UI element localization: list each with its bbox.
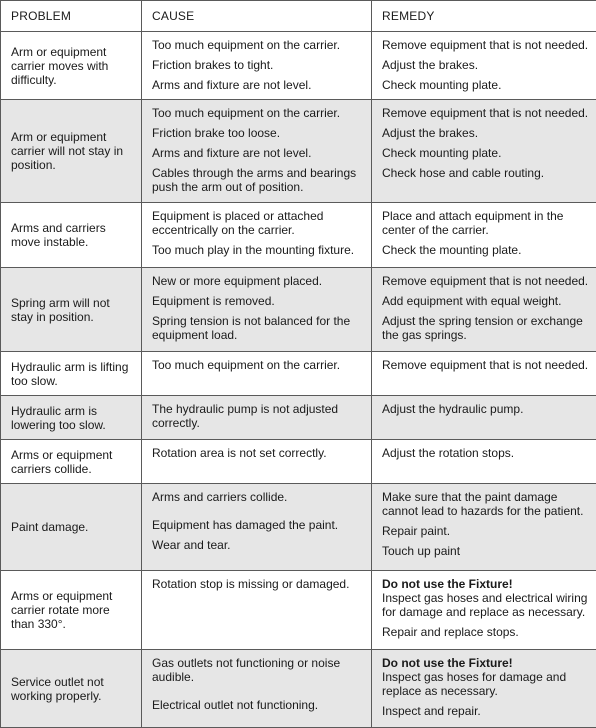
remedy-cell — [372, 100, 596, 203]
cause-cell — [142, 268, 372, 352]
cause-item: Equipment is placed or attached eccentrically on the carrier. — [152, 209, 365, 237]
cause-cell — [142, 32, 372, 100]
cause-item: Electrical outlet not functioning. — [152, 698, 365, 712]
problem-text: Arms and carriers move instable. — [11, 221, 135, 249]
remedy-cell — [372, 650, 596, 728]
cause-item: Friction brake too loose. — [152, 126, 365, 140]
remedy-item: Adjust the spring tension or exchange the gas springs. — [382, 314, 590, 342]
cause-item: Spring tension is not balanced for the equipment load. — [152, 314, 365, 342]
problem-cell — [1, 268, 142, 352]
table-row — [1, 571, 596, 650]
table-row — [1, 440, 596, 484]
remedy-cell — [372, 32, 596, 100]
remedy-item: Inspect and repair. — [382, 704, 590, 718]
remedy-item: Check mounting plate. — [382, 146, 590, 160]
header-row — [1, 1, 596, 32]
problem-cell — [1, 396, 142, 440]
problem-cell — [1, 352, 142, 396]
cause-item: Too much play in the mounting fixture. — [152, 243, 365, 257]
remedy-item: Repair paint. — [382, 524, 590, 538]
cause-cell — [142, 352, 372, 396]
cause-item: Arms and fixture are not level. — [152, 146, 365, 160]
cause-cell — [142, 571, 372, 650]
remedy-cell — [372, 352, 596, 396]
remedy-item: Place and attach equipment in the center of the carrier. — [382, 209, 590, 237]
problem-text: Hydraulic arm is lowering too slow. — [11, 404, 135, 432]
remedy-item: Check the mounting plate. — [382, 243, 590, 257]
cause-cell — [142, 396, 372, 440]
remedy-item: Add equipment with equal weight. — [382, 294, 590, 308]
remedy-cell — [372, 203, 596, 268]
remedy-item: Check hose and cable routing. — [382, 166, 590, 180]
cause-item: Gas outlets not functioning or noise audible. — [152, 656, 365, 684]
remedy-item: Check mounting plate. — [382, 78, 590, 92]
remedy-item: Remove equipment that is not needed. — [382, 106, 590, 120]
cause-item: Arms and fixture are not level. — [152, 78, 365, 92]
table-row — [1, 484, 596, 571]
problem-text: Spring arm will not stay in position. — [11, 296, 135, 324]
problem-cell — [1, 571, 142, 650]
problem-header: PROBLEM — [1, 1, 142, 32]
problem-text: Arms or equipment carrier rotate more than 330°. — [11, 589, 135, 631]
cause-item: Friction brakes to tight. — [152, 58, 365, 72]
remedy-item: Adjust the hydraulic pump. — [382, 402, 590, 416]
problem-text: Paint damage. — [11, 520, 135, 534]
remedy-cell — [372, 484, 596, 571]
problem-cell — [1, 650, 142, 728]
remedy-item: Make sure that the paint damage cannot lead to hazards for the patient. — [382, 490, 590, 518]
cause-cell — [142, 440, 372, 484]
cause-cell — [142, 100, 372, 203]
cause-item: Rotation area is not set correctly. — [152, 446, 365, 460]
problem-cell — [1, 203, 142, 268]
remedy-item: Remove equipment that is not needed. — [382, 358, 590, 372]
table-row — [1, 352, 596, 396]
cause-item: New or more equipment placed. — [152, 274, 365, 288]
problem-cell — [1, 100, 142, 203]
warning-text: Do not use the Fixture! — [382, 577, 590, 591]
remedy-item: Remove equipment that is not needed. — [382, 38, 590, 52]
remedy-item: Adjust the brakes. — [382, 126, 590, 140]
cause-header: CAUSE — [142, 1, 372, 32]
cause-cell — [142, 650, 372, 728]
remedy-item: Touch up paint — [382, 544, 590, 558]
problem-cell — [1, 440, 142, 484]
warning-text: Do not use the Fixture! — [382, 656, 590, 670]
cause-item: Equipment has damaged the paint. — [152, 518, 365, 532]
cause-item: Too much equipment on the carrier. — [152, 358, 365, 372]
problem-cell — [1, 484, 142, 571]
remedy-header: REMEDY — [372, 1, 596, 32]
remedy-item: Repair and replace stops. — [382, 625, 590, 639]
problem-text: Hydraulic arm is lifting too slow. — [11, 360, 135, 388]
remedy-cell — [372, 571, 596, 650]
problem-text: Service outlet not working properly. — [11, 675, 135, 703]
problem-text: Arm or equipment carrier will not stay in position. — [11, 130, 135, 172]
remedy-item: Remove equipment that is not needed. — [382, 274, 590, 288]
problem-cell — [1, 32, 142, 100]
cause-item: Equipment is removed. — [152, 294, 365, 308]
remedy-cell — [372, 440, 596, 484]
remedy-cell — [372, 268, 596, 352]
cause-cell — [142, 203, 372, 268]
remedy-item: Inspect gas hoses for damage and replace as necessary. — [382, 670, 590, 698]
cause-item: Rotation stop is missing or damaged. — [152, 577, 365, 591]
problem-text: Arms or equipment carriers collide. — [11, 448, 135, 476]
remedy-item: Adjust the rotation stops. — [382, 446, 590, 460]
table-row — [1, 203, 596, 268]
table-row — [1, 268, 596, 352]
remedy-item: Adjust the brakes. — [382, 58, 590, 72]
table-row — [1, 100, 596, 203]
table-row — [1, 396, 596, 440]
problem-text: Arm or equipment carrier moves with difficulty. — [11, 45, 135, 87]
cause-item: The hydraulic pump is not adjusted correctly. — [152, 402, 365, 430]
remedy-item: Inspect gas hoses and electrical wiring for damage and replace as necessary. — [382, 591, 590, 619]
remedy-cell — [372, 396, 596, 440]
cause-item: Cables through the arms and bearings push the arm out of position. — [152, 166, 365, 194]
cause-item: Arms and carriers collide. — [152, 490, 365, 504]
table-row — [1, 32, 596, 100]
cause-cell — [142, 484, 372, 571]
table-row — [1, 650, 596, 728]
cause-item: Wear and tear. — [152, 538, 365, 552]
cause-item: Too much equipment on the carrier. — [152, 106, 365, 120]
cause-item: Too much equipment on the carrier. — [152, 38, 365, 52]
